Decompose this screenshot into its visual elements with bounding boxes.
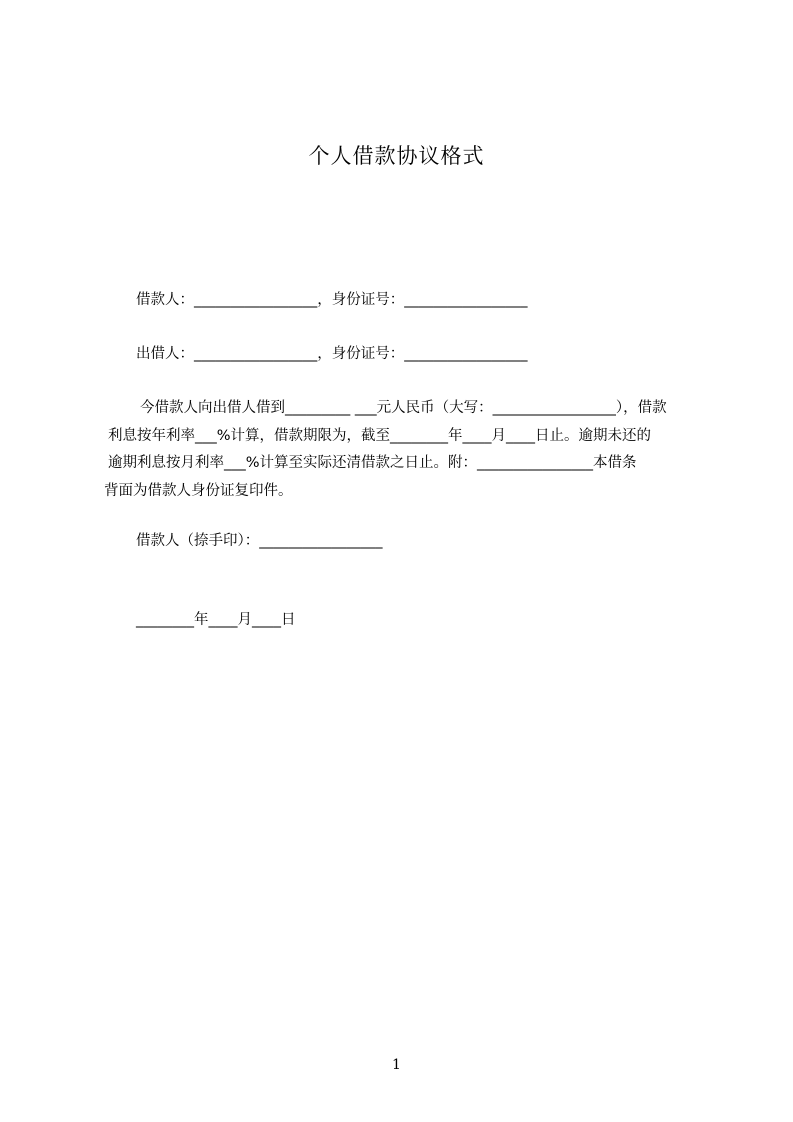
- agreement-text-line-1: 今借款人向出借人借到_________ ___元人民币（大写：_________________），借款: [140, 400, 667, 416]
- page-number: 1: [392, 1057, 401, 1073]
- lender-id-line: 出借人：_________________，身份证号：_________________: [136, 346, 528, 362]
- agreement-text-line-2: 利息按年利率___%计算，借款期限为，截至________年____月____日止。逾期未还的: [108, 428, 652, 444]
- borrower-id-line: 借款人：_________________，身份证号：_________________: [136, 292, 528, 308]
- agreement-text-line-3: 逾期利息按月利率___%计算至实际还清借款之日止。附：________________本借条: [108, 455, 637, 471]
- document-title: 个人借款协议格式: [308, 144, 485, 168]
- borrower-signature-line: 借款人（捺手印）：_________________: [136, 533, 383, 549]
- date-line: ________年____月____日: [136, 612, 296, 628]
- agreement-text-line-4: 背面为借款人身份证复印件。: [104, 483, 293, 499]
